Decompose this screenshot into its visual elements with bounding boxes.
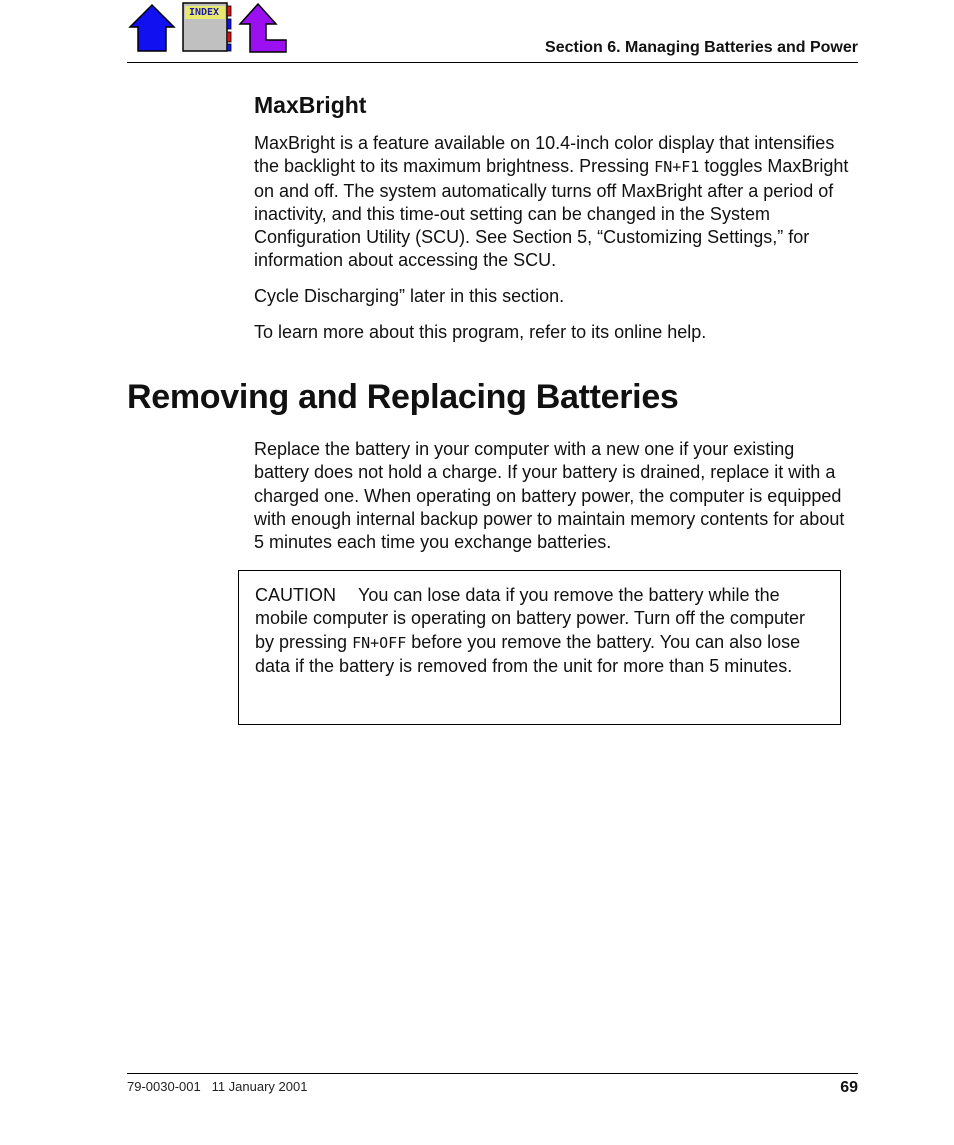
up-arrow-icon[interactable] (236, 2, 288, 54)
document-id: 79-0030-001 11 January 2001 (127, 1079, 308, 1094)
footer-rule (127, 1073, 858, 1074)
index-button[interactable] (182, 2, 232, 54)
index-label: INDEX (188, 7, 220, 18)
page-number: 69 (840, 1079, 858, 1096)
section-heading: Removing and Replacing Batteries (127, 378, 679, 416)
maxbright-heading: MaxBright (254, 92, 367, 118)
running-head: Section 6. Managing Batteries and Power (545, 39, 858, 56)
home-icon[interactable] (128, 2, 176, 54)
key-combo: FN+F1 (654, 158, 700, 177)
cycle-discharging-paragraph: Cycle Discharging” later in this section. (254, 286, 565, 306)
online-help-paragraph: To learn more about this program, refer to its online help. (254, 322, 707, 342)
caution-text: CAUTION You can lose data if you remove the battery while the mobile computer is operating on battery power. Turn off the computer by pressing FN+OFF before you remove the battery. You can also lose data if the battery is removed from the unit for more than 5 minutes. (255, 585, 805, 676)
removing-paragraph: Replace the battery in your computer with a new one if your existing battery does not hold a charge. If your battery is drained, replace it with a charged one. When operating on battery power, the computer is equipped with enough internal backup power to maintain memory contents for about 5 minutes each time you exchange batteries. (254, 439, 845, 553)
maxbright-paragraph: MaxBright is a feature available on 10.4-inch color display that intensifies the backlight to its maximum brightness. Pressing FN+F1 toggles MaxBright on and off. The system automatically turns off MaxBright after a period of inactivity, and this time-out setting can be changed in the System Configuration Utility (SCU). See Section 5, “Customizing Settings,” for information about accessing the SCU. (254, 133, 849, 271)
header-rule (127, 62, 858, 63)
key-combo: FN+OFF (352, 633, 407, 652)
caution-box (238, 570, 841, 725)
caution-label: CAUTION (255, 585, 336, 605)
navigation-bar (128, 2, 298, 54)
